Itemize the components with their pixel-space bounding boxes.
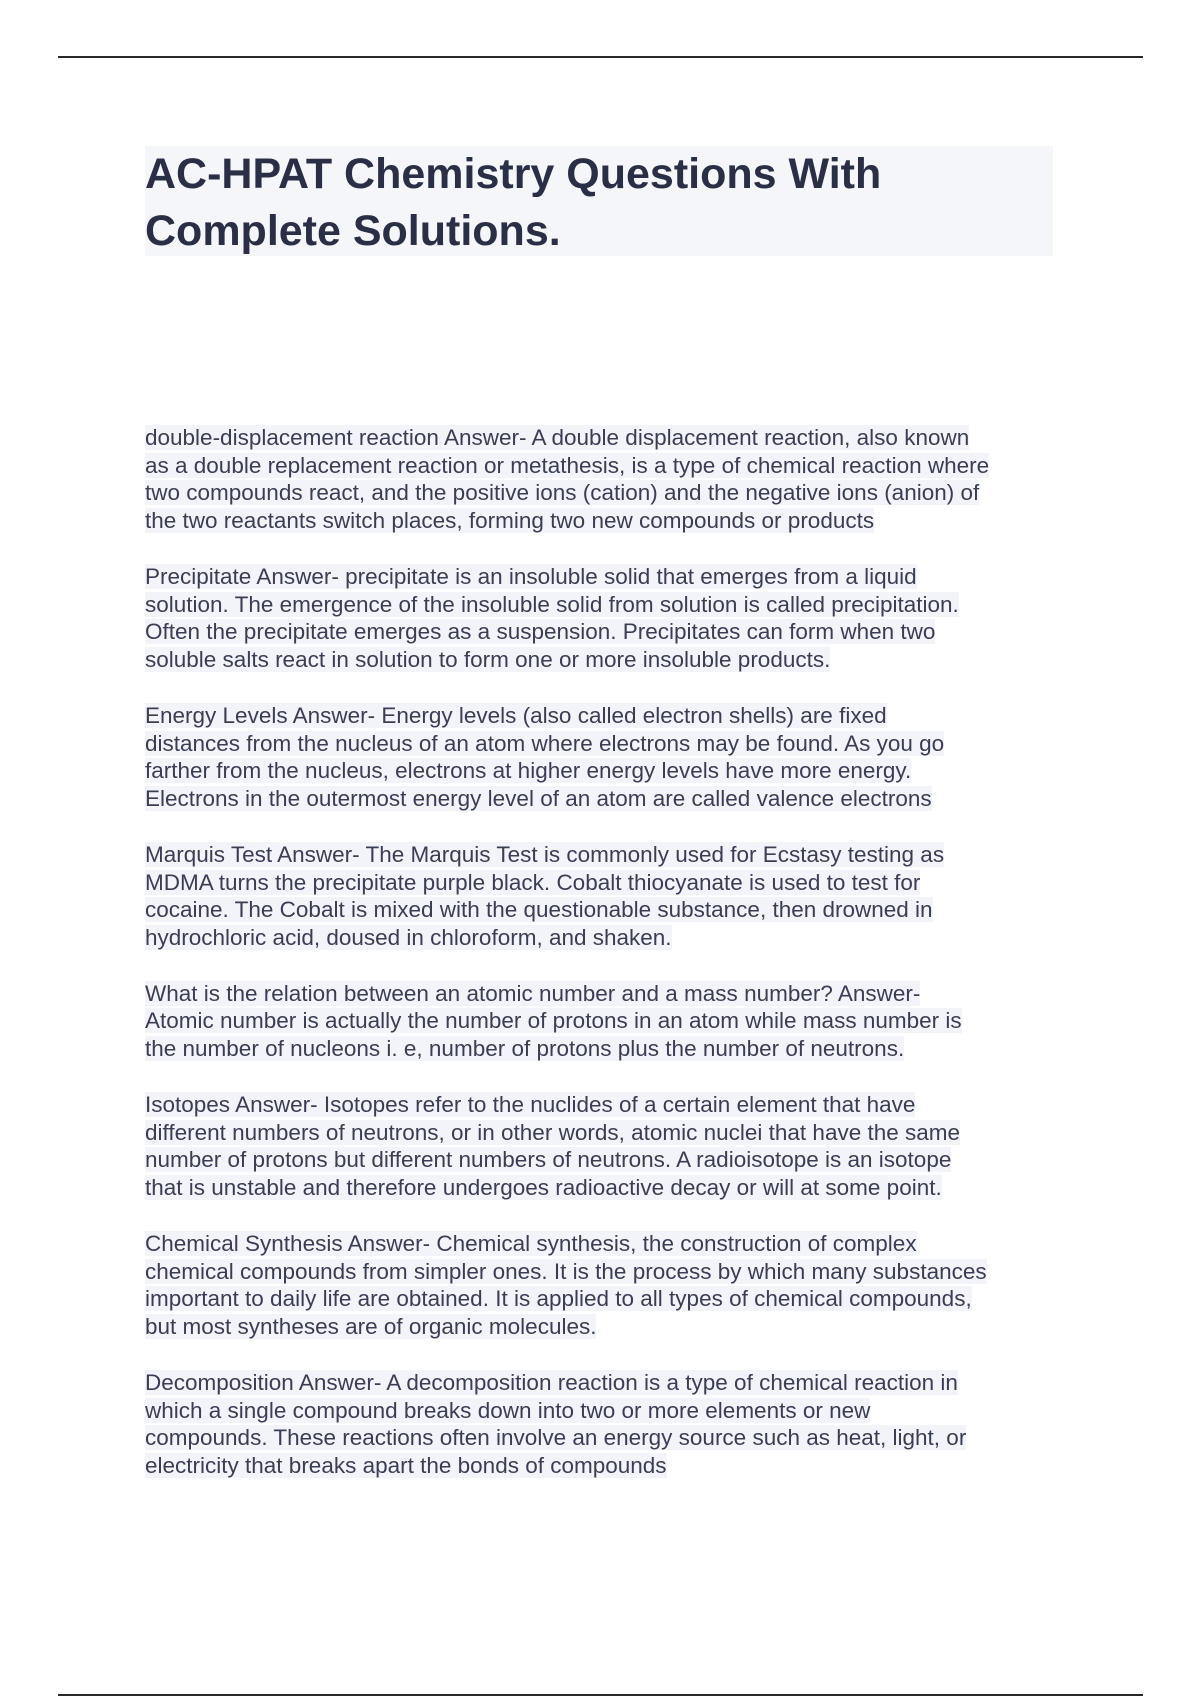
bottom-divider [58, 1694, 1143, 1696]
qa-text: Isotopes Answer- Isotopes refer to the nuclides of a certain element that have different numbers of neutrons, or in other words, atomic nuclei that have the same number of protons but different numbers of neutrons. A radioisotope is an isotope that is unstable and therefore undergoes radioactive decay or will at some point. [145, 1092, 961, 1201]
qa-text: Energy Levels Answer- Energy levels (also called electron shells) are fixed distances from the nucleus of an atom where electrons may be found. As you go farther from the nucleus, electrons at higher energy levels have more energy. Electrons in the outermost energy level of an atom are called valence electrons [145, 702, 945, 811]
qa-text: Chemical Synthesis Answer- Chemical synthesis, the construction of complex chemical compounds from simpler ones. It is the process by which many substances important to daily life are obtained. It is applied to all types of chemical compounds, but most syntheses are of organic molecules. [145, 1231, 987, 1339]
qa-text: Precipitate Answer- precipitate is an insoluble solid that emerges from a liquid solution. The emergence of the insoluble solid from solution is called precipitation. Often the precipitate emerges as a suspension. Precipitates can form when two soluble salts react in solution to form one or more insoluble products. [145, 563, 959, 672]
page-title-line-2: Complete Solutions. [145, 207, 561, 255]
qa-item-chemical-synthesis [145, 1230, 1075, 1340]
qa-text: Marquis Test Answer- The Marquis Test is commonly used for Ecstasy testing as MDMA turns the precipitate purple black. Cobalt thiocyanate is used to test for cocaine. The Cobalt is mixed with the questionable substance, then drowned in hydrochloric acid, doused in chloroform, and shaken. [145, 841, 945, 950]
page-title [145, 146, 1053, 260]
page-title-line-1: AC-HPAT Chemistry Questions With [145, 150, 882, 198]
qa-item-atomic-vs-mass-number [145, 980, 1075, 1063]
qa-list [145, 424, 1075, 1508]
qa-item-marquis-test [145, 841, 1075, 951]
qa-item-double-displacement [145, 424, 1075, 534]
qa-text: double-displacement reaction Answer- A double displacement reaction, also known as a double replacement reaction or metathesis, is a type of chemical reaction where two compounds react, and the positive ions (cation) and the negative ions (anion) of the two reactants switch places, forming two new compounds or products [145, 425, 990, 533]
qa-item-isotopes [145, 1091, 1075, 1201]
qa-item-energy-levels [145, 702, 1075, 812]
qa-item-decomposition [145, 1369, 1075, 1479]
qa-text: Decomposition Answer- A decomposition reaction is a type of chemical reaction in which a single compound breaks down into two or more elements or new compounds. These reactions often involve an energy source such as heat, light, or electricity that breaks apart the bonds of compounds [145, 1370, 967, 1478]
title-block [145, 146, 1053, 256]
qa-item-precipitate [145, 563, 1075, 673]
qa-text: What is the relation between an atomic number and a mass number? Answer- Atomic number is actually the number of protons in an atom while mass number is the number of nucleons i. e, number of protons plus the number of neutrons. [145, 980, 962, 1062]
top-divider [58, 56, 1143, 58]
